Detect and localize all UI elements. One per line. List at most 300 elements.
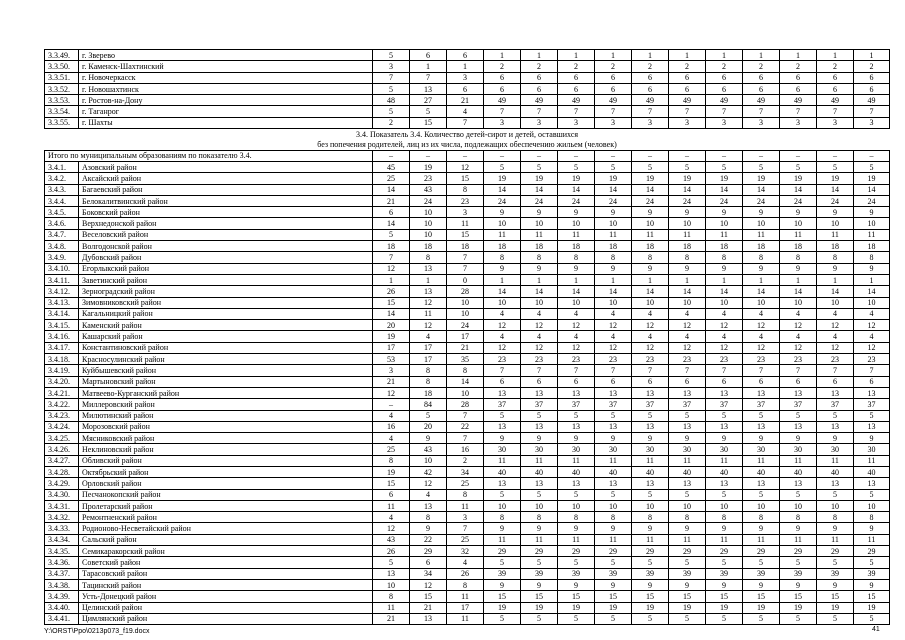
value-cell: 9 <box>484 263 521 274</box>
value-cell: 15 <box>780 591 817 602</box>
value-cell: 11 <box>595 455 632 466</box>
value-cell: 1 <box>706 50 743 61</box>
table-row <box>45 534 890 545</box>
row-number: 3.4.38. <box>45 579 79 590</box>
value-cell: 11 <box>854 455 890 466</box>
value-cell: 19 <box>484 173 521 184</box>
value-cell: 7 <box>373 252 410 263</box>
value-cell: 7 <box>632 365 669 376</box>
value-cell: 1 <box>817 50 854 61</box>
value-cell: 9 <box>743 433 780 444</box>
value-cell: 13 <box>743 478 780 489</box>
value-cell: 9 <box>558 433 595 444</box>
row-number: 3.3.49. <box>45 50 79 61</box>
value-cell: 23 <box>558 354 595 365</box>
value-cell: 8 <box>484 252 521 263</box>
value-cell: 5 <box>558 613 595 624</box>
value-cell: 10 <box>484 218 521 229</box>
value-cell: 15 <box>373 478 410 489</box>
row-number: 3.4.25. <box>45 433 79 444</box>
value-cell: 16 <box>373 421 410 432</box>
municipality-name: Егорлыкский район <box>79 263 373 274</box>
value-cell: 84 <box>410 399 447 410</box>
value-cell: 5 <box>558 410 595 421</box>
value-cell: 21 <box>373 195 410 206</box>
value-cell: 6 <box>558 376 595 387</box>
value-cell: 8 <box>595 512 632 523</box>
value-cell: 37 <box>780 399 817 410</box>
value-cell: 1 <box>780 274 817 285</box>
municipality-name: Милютинский район <box>79 410 373 421</box>
value-cell: 7 <box>669 365 706 376</box>
value-cell: 5 <box>484 161 521 172</box>
table-row <box>45 286 890 297</box>
value-cell: 3 <box>743 117 780 128</box>
value-cell: 9 <box>743 207 780 218</box>
row-number: 3.4.8. <box>45 241 79 252</box>
value-cell: 13 <box>706 478 743 489</box>
value-cell: 24 <box>447 320 484 331</box>
value-cell: 8 <box>410 512 447 523</box>
value-cell: 29 <box>817 546 854 557</box>
value-cell: 26 <box>447 568 484 579</box>
value-cell: 9 <box>521 579 558 590</box>
value-cell: 9 <box>521 523 558 534</box>
value-cell: 7 <box>817 106 854 117</box>
municipality-name: Обливский район <box>79 455 373 466</box>
value-cell: 9 <box>817 207 854 218</box>
value-cell: 14 <box>521 184 558 195</box>
value-cell: 11 <box>447 591 484 602</box>
municipality-name: Орловский район <box>79 478 373 489</box>
value-cell: 10 <box>410 218 447 229</box>
value-cell: 4 <box>780 308 817 319</box>
value-cell: 7 <box>669 106 706 117</box>
value-cell: 4 <box>373 433 410 444</box>
value-cell: 8 <box>780 512 817 523</box>
value-cell: 29 <box>780 546 817 557</box>
value-cell: 12 <box>669 342 706 353</box>
value-cell: 23 <box>706 354 743 365</box>
value-cell: 8 <box>854 252 890 263</box>
table-row <box>45 173 890 184</box>
value-cell: 43 <box>410 184 447 195</box>
value-cell: 10 <box>595 500 632 511</box>
value-cell: 7 <box>484 365 521 376</box>
municipality-name: г. Шахты <box>79 117 373 128</box>
row-number: 3.4.17. <box>45 342 79 353</box>
value-cell: 8 <box>521 252 558 263</box>
value-cell: 29 <box>632 546 669 557</box>
value-cell: 4 <box>595 331 632 342</box>
value-cell: 9 <box>706 579 743 590</box>
municipality-name: Морозовский район <box>79 421 373 432</box>
value-cell: 49 <box>595 95 632 106</box>
value-cell: 11 <box>669 534 706 545</box>
value-cell: 29 <box>706 546 743 557</box>
value-cell: 8 <box>373 591 410 602</box>
value-cell: 10 <box>817 218 854 229</box>
municipality-name: Неклиновский район <box>79 444 373 455</box>
value-cell: 19 <box>558 602 595 613</box>
municipality-name: Верхнедонской район <box>79 218 373 229</box>
value-cell: 8 <box>669 252 706 263</box>
value-cell: 10 <box>410 207 447 218</box>
value-cell: 4 <box>558 331 595 342</box>
table-row <box>45 557 890 568</box>
value-cell: 9 <box>743 523 780 534</box>
value-cell: 34 <box>447 466 484 477</box>
value-cell: 5 <box>706 161 743 172</box>
value-cell: 10 <box>595 297 632 308</box>
value-cell: 8 <box>632 252 669 263</box>
value-cell: 5 <box>743 613 780 624</box>
table-row <box>45 602 890 613</box>
value-cell: 18 <box>558 241 595 252</box>
value-cell: 18 <box>595 241 632 252</box>
value-cell: 9 <box>669 263 706 274</box>
value-cell: 12 <box>854 342 890 353</box>
value-cell: 5 <box>373 106 410 117</box>
value-cell: 9 <box>632 263 669 274</box>
value-cell: 11 <box>521 534 558 545</box>
value-cell: 13 <box>854 421 890 432</box>
table-row <box>45 421 890 432</box>
table-row <box>45 478 890 489</box>
value-cell: 5 <box>669 410 706 421</box>
value-cell: 9 <box>558 207 595 218</box>
indicator-table <box>44 49 890 625</box>
value-cell: 5 <box>669 489 706 500</box>
value-cell: 5 <box>854 613 890 624</box>
value-cell: 5 <box>854 489 890 500</box>
value-cell: 18 <box>780 241 817 252</box>
value-cell: 7 <box>780 106 817 117</box>
value-cell: 29 <box>558 546 595 557</box>
value-cell: 13 <box>706 421 743 432</box>
municipality-name: г. Каменск-Шахтинский <box>79 61 373 72</box>
value-cell: 13 <box>780 421 817 432</box>
value-cell: 19 <box>706 602 743 613</box>
value-cell: 5 <box>706 557 743 568</box>
value-cell: 5 <box>410 410 447 421</box>
value-cell: 11 <box>669 455 706 466</box>
value-cell: 23 <box>854 354 890 365</box>
value-cell: 9 <box>780 207 817 218</box>
value-cell: 18 <box>817 241 854 252</box>
value-cell: 13 <box>632 421 669 432</box>
value-cell: 6 <box>817 72 854 83</box>
value-cell: 14 <box>558 286 595 297</box>
value-cell: 9 <box>484 579 521 590</box>
value-cell: 16 <box>447 444 484 455</box>
value-cell: 9 <box>595 579 632 590</box>
row-number: 3.4.32. <box>45 512 79 523</box>
value-cell: 2 <box>373 117 410 128</box>
value-cell: 7 <box>521 365 558 376</box>
value-cell: 9 <box>706 207 743 218</box>
value-cell: 30 <box>632 444 669 455</box>
value-cell: 39 <box>521 568 558 579</box>
value-cell: 11 <box>373 500 410 511</box>
value-cell: 7 <box>484 106 521 117</box>
value-cell: 1 <box>595 274 632 285</box>
value-cell: – <box>743 150 780 161</box>
value-cell: 30 <box>854 444 890 455</box>
value-cell: 3 <box>780 117 817 128</box>
value-cell: 10 <box>669 297 706 308</box>
value-cell: 6 <box>854 376 890 387</box>
value-cell: 14 <box>743 286 780 297</box>
row-number: 3.4.40. <box>45 602 79 613</box>
municipality-name: Мартыновский район <box>79 376 373 387</box>
value-cell: 10 <box>410 455 447 466</box>
value-cell: 11 <box>743 455 780 466</box>
row-number: 3.4.7. <box>45 229 79 240</box>
municipality-name: Песчанокопский район <box>79 489 373 500</box>
value-cell: 17 <box>447 331 484 342</box>
value-cell: 7 <box>780 365 817 376</box>
municipality-name: г. Ростов-на-Дону <box>79 95 373 106</box>
value-cell: 29 <box>521 546 558 557</box>
value-cell: 8 <box>558 512 595 523</box>
value-cell: 9 <box>484 433 521 444</box>
value-cell: 12 <box>817 320 854 331</box>
value-cell: 5 <box>595 613 632 624</box>
value-cell: – <box>558 150 595 161</box>
municipality-name: Белокалитвинский район <box>79 195 373 206</box>
municipality-name: г. Новочеркасск <box>79 72 373 83</box>
value-cell: 11 <box>780 229 817 240</box>
value-cell: 8 <box>558 252 595 263</box>
value-cell: 6 <box>743 376 780 387</box>
value-cell: 5 <box>817 410 854 421</box>
table-row <box>45 50 890 61</box>
value-cell: 1 <box>484 274 521 285</box>
value-cell: 7 <box>817 365 854 376</box>
value-cell: 5 <box>780 557 817 568</box>
value-cell: – <box>706 150 743 161</box>
value-cell: 3 <box>484 117 521 128</box>
value-cell: 13 <box>817 387 854 398</box>
value-cell: 5 <box>632 557 669 568</box>
value-cell: 7 <box>743 106 780 117</box>
value-cell: 9 <box>558 523 595 534</box>
value-cell: 11 <box>595 534 632 545</box>
value-cell: 1 <box>817 274 854 285</box>
value-cell: 39 <box>484 568 521 579</box>
value-cell: 14 <box>521 286 558 297</box>
value-cell: 13 <box>484 478 521 489</box>
value-cell: 24 <box>817 195 854 206</box>
value-cell: 15 <box>669 591 706 602</box>
value-cell: 4 <box>484 331 521 342</box>
value-cell: 5 <box>484 557 521 568</box>
value-cell: 6 <box>669 83 706 94</box>
value-cell: 13 <box>521 478 558 489</box>
row-number: 3.3.55. <box>45 117 79 128</box>
value-cell: 15 <box>632 591 669 602</box>
municipality-name: Кагальницкий район <box>79 308 373 319</box>
municipality-name: г. Таганрог <box>79 106 373 117</box>
value-cell: 2 <box>706 61 743 72</box>
table-row <box>45 466 890 477</box>
row-number: 3.4.4. <box>45 195 79 206</box>
value-cell: 6 <box>484 72 521 83</box>
value-cell: 10 <box>780 500 817 511</box>
value-cell: 11 <box>780 455 817 466</box>
value-cell: 4 <box>817 308 854 319</box>
value-cell: 5 <box>558 489 595 500</box>
value-cell: 39 <box>632 568 669 579</box>
value-cell: 7 <box>632 106 669 117</box>
value-cell: 22 <box>410 534 447 545</box>
value-cell: 13 <box>558 421 595 432</box>
value-cell: 17 <box>447 602 484 613</box>
value-cell: 6 <box>743 83 780 94</box>
value-cell: 14 <box>632 286 669 297</box>
value-cell: 39 <box>558 568 595 579</box>
value-cell: 19 <box>706 173 743 184</box>
value-cell: 8 <box>447 489 484 500</box>
value-cell: 3 <box>373 61 410 72</box>
table-section-3-4 <box>45 161 890 624</box>
value-cell: 2 <box>595 61 632 72</box>
table-row <box>45 263 890 274</box>
value-cell: 29 <box>854 546 890 557</box>
value-cell: 10 <box>447 308 484 319</box>
value-cell: 12 <box>669 320 706 331</box>
value-cell: 13 <box>669 387 706 398</box>
value-cell: 30 <box>817 444 854 455</box>
value-cell: 26 <box>373 546 410 557</box>
value-cell: 37 <box>854 399 890 410</box>
value-cell: 40 <box>706 466 743 477</box>
municipality-name: Константиновский район <box>79 342 373 353</box>
value-cell: 24 <box>706 195 743 206</box>
municipality-name: Каменский район <box>79 320 373 331</box>
value-cell: 30 <box>484 444 521 455</box>
value-cell: 4 <box>447 557 484 568</box>
value-cell: 39 <box>595 568 632 579</box>
value-cell: 8 <box>410 376 447 387</box>
value-cell: 7 <box>373 72 410 83</box>
value-cell: 5 <box>558 161 595 172</box>
value-cell: 15 <box>447 173 484 184</box>
value-cell: 5 <box>521 613 558 624</box>
table-row <box>45 161 890 172</box>
value-cell: 13 <box>669 478 706 489</box>
value-cell: 37 <box>743 399 780 410</box>
value-cell: 4 <box>373 512 410 523</box>
value-cell: 17 <box>410 342 447 353</box>
value-cell: 12 <box>780 342 817 353</box>
row-number: 3.4.24. <box>45 421 79 432</box>
value-cell: 14 <box>817 286 854 297</box>
value-cell: 6 <box>706 83 743 94</box>
value-cell: 14 <box>373 184 410 195</box>
value-cell: 2 <box>669 61 706 72</box>
row-number: 3.3.50. <box>45 61 79 72</box>
value-cell: 6 <box>373 207 410 218</box>
value-cell: 5 <box>595 557 632 568</box>
value-cell: 13 <box>410 263 447 274</box>
value-cell: 20 <box>373 320 410 331</box>
value-cell: 8 <box>410 252 447 263</box>
value-cell: 29 <box>743 546 780 557</box>
table-row <box>45 184 890 195</box>
value-cell: 15 <box>854 591 890 602</box>
value-cell: 9 <box>817 433 854 444</box>
value-cell: 5 <box>521 557 558 568</box>
value-cell: 12 <box>780 320 817 331</box>
value-cell: 9 <box>521 207 558 218</box>
value-cell: 24 <box>595 195 632 206</box>
value-cell: 5 <box>669 161 706 172</box>
value-cell: 19 <box>817 173 854 184</box>
row-number: 3.4.33. <box>45 523 79 534</box>
value-cell: 21 <box>447 342 484 353</box>
value-cell: 6 <box>780 376 817 387</box>
total-label: Итого по муниципальным образованиям по показателю 3.4. <box>45 150 373 161</box>
value-cell: 11 <box>410 308 447 319</box>
municipality-name: Тацинский район <box>79 579 373 590</box>
value-cell: 8 <box>854 512 890 523</box>
row-number: 3.4.35. <box>45 546 79 557</box>
value-cell: 19 <box>743 602 780 613</box>
value-cell: 23 <box>595 354 632 365</box>
value-cell: 5 <box>706 613 743 624</box>
row-number: 3.4.23. <box>45 410 79 421</box>
row-number: 3.4.21. <box>45 387 79 398</box>
value-cell: 5 <box>706 410 743 421</box>
value-cell: 1 <box>854 50 890 61</box>
value-cell: 3 <box>595 117 632 128</box>
value-cell: 11 <box>854 229 890 240</box>
value-cell: 22 <box>447 421 484 432</box>
value-cell: 10 <box>817 297 854 308</box>
value-cell: 12 <box>521 342 558 353</box>
value-cell: 13 <box>706 387 743 398</box>
value-cell: 4 <box>743 308 780 319</box>
value-cell: 19 <box>410 161 447 172</box>
value-cell: 9 <box>780 263 817 274</box>
municipality-name: Кашарский район <box>79 331 373 342</box>
value-cell: 1 <box>632 274 669 285</box>
value-cell: 13 <box>410 500 447 511</box>
value-cell: 39 <box>854 568 890 579</box>
municipality-name: Заветинский район <box>79 274 373 285</box>
value-cell: 7 <box>595 106 632 117</box>
value-cell: 24 <box>780 195 817 206</box>
value-cell: 6 <box>632 83 669 94</box>
value-cell: 39 <box>780 568 817 579</box>
value-cell: 9 <box>780 579 817 590</box>
value-cell: 5 <box>484 410 521 421</box>
table-row <box>45 218 890 229</box>
municipality-name: г. Новошахтинск <box>79 83 373 94</box>
value-cell: 6 <box>595 83 632 94</box>
value-cell: 23 <box>447 195 484 206</box>
value-cell: 39 <box>706 568 743 579</box>
value-cell: 25 <box>447 478 484 489</box>
value-cell: 11 <box>484 229 521 240</box>
table-section-3-3 <box>45 50 890 129</box>
row-number: 3.4.26. <box>45 444 79 455</box>
value-cell: 4 <box>447 106 484 117</box>
value-cell: 9 <box>854 263 890 274</box>
row-number: 3.4.14. <box>45 308 79 319</box>
